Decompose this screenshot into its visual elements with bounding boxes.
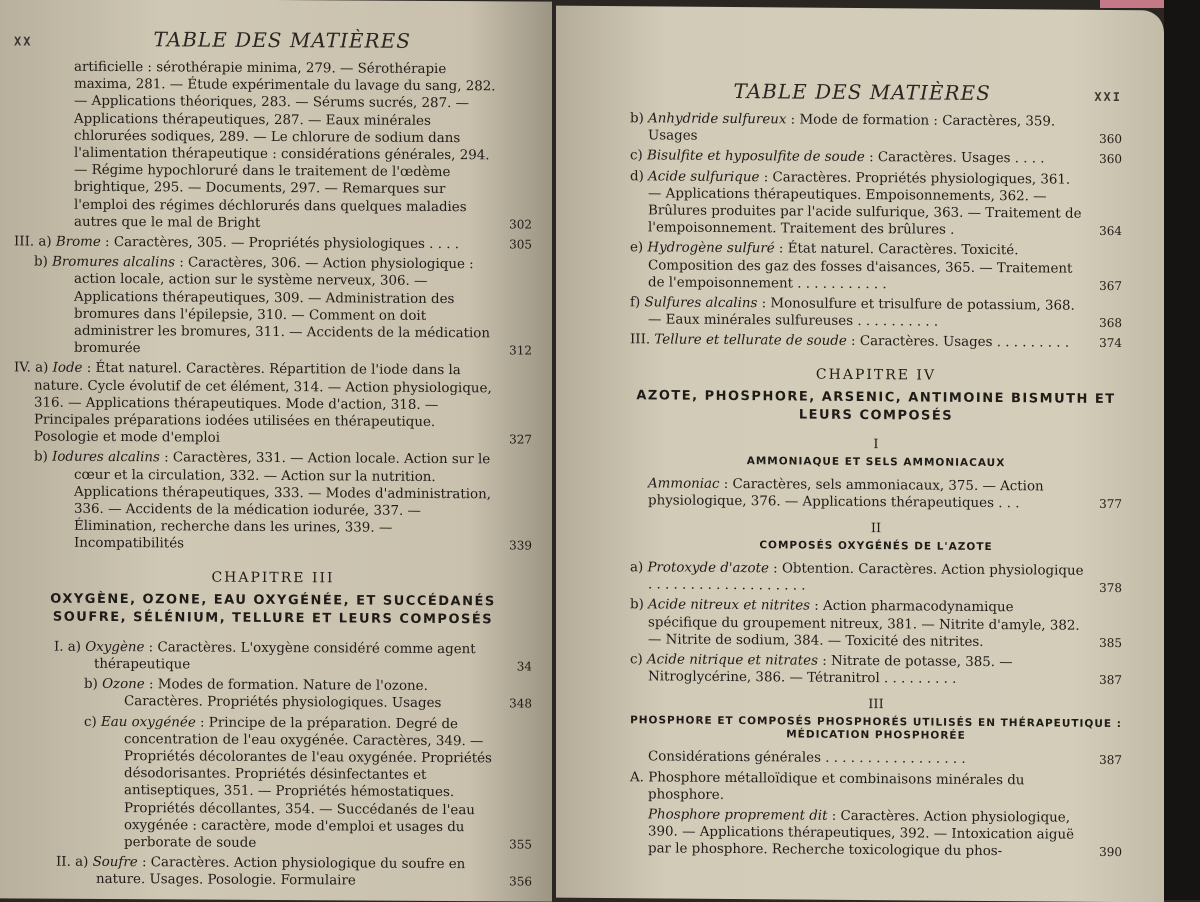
section-3-title: PHOSPHORE ET COMPOSÉS PHOSPHORÉS UTILISÉS EN THÉRAPEUTIQUE : MÉDICATION PHOSPHORÉE [630,715,1122,745]
toc-entry-prefix: b) [630,111,648,126]
toc-entry-text [14,854,496,891]
toc-entry-description: : Action pharmacodynamique spécifique du groupement nitreux, 381. — Nitrite d'amyle, 382. — Nitrite de sodium, 384. — Toxicité des nitrites. [648,599,1080,650]
toc-entry-text [630,475,1086,513]
toc-entry-text [630,294,1086,332]
toc-entry [14,675,532,713]
toc-entry-text [630,806,1086,861]
toc-entry-topic: Tellure et tellurate de soude [654,333,846,350]
toc-entry-description: Considérations générales . . . . . . . . . . . . . . . . . [648,750,966,767]
toc-entry-text [14,360,496,449]
toc-entry-topic: Hydrogène sulfuré [647,241,774,257]
section-3-number: III [630,696,1122,715]
right-page [556,6,1164,902]
toc-entry-description: : Caractères. Action physiologique, 390. — Applications thérapeutiques, 392. — Intoxication aiguë par le phosphore. Recherche toxicologique du phos- [648,809,1074,860]
toc-entry-description: : Caractères. Usages . . . . . . . . . [847,334,1069,351]
toc-entry-topic: Phosphore proprement dit [648,807,827,823]
toc-entry-text [630,110,1086,148]
toc-entry-prefix: II. a) [56,855,93,870]
toc-entry-page-number: 327 [496,432,532,449]
toc-entry-prefix: IV. a) [14,361,53,376]
book-cover-edge [1100,0,1164,8]
toc-entry-prefix: e) [630,241,647,256]
background-edge [1164,0,1200,900]
toc-entry-text [630,148,1086,169]
toc-entry [14,233,532,253]
section-1-entries [630,475,1122,513]
toc-entry-description: : Caractères. Propriétés physiologiques, 361. — Applications thérapeutiques. Empoisonnements, 362. — Brûlures produites par l'acide sulfurique, 363. — Traitement de l'empoisonnement. Traitement des brûlures . [648,170,1082,238]
toc-entry-topic: Iodures alcalins [52,450,160,466]
toc-entry-page-number: 385 [1086,635,1122,652]
toc-entry [630,475,1122,513]
left-page-header [14,26,532,53]
toc-entry-page-number: 302 [496,216,532,233]
toc-entry-text [14,638,496,675]
toc-entry-text [14,713,496,854]
right-page-header-title: TABLE DES MATIÈRES [630,78,1094,106]
toc-entry-prefix: f) [630,295,644,310]
toc-entry [14,360,532,449]
left-entries-list [14,58,532,555]
toc-entry [630,559,1122,597]
right-entries-list [630,110,1122,353]
toc-entry-prefix: a) [630,560,647,575]
toc-entry-page-number: 339 [496,538,532,555]
right-page-header [630,78,1122,106]
toc-entry-prefix: III. [630,333,654,348]
right-chapter-title: CHAPITRE IV [630,365,1122,385]
toc-entry-description: : État naturel. Caractères. Répartition de l'iode dans la nature. Cycle évolutif de cet élément, 314. — Action physiologique, 316. — Applications thérapeutiques. Mode d'action, 318. — Principales préparations iodées utilisées en thérapeutique. Posologie et mode d'emploi [34,361,492,446]
toc-entry-text [630,559,1086,597]
toc-entry-description: : Mode de formation : Caractères, 359. Usages [648,112,1055,144]
left-chapter-subtitle: OXYGÈNE, OZONE, EAU OXYGÉNÉE, ET SUCCÉDANÉS SOUFRE, SÉLÉNIUM, TELLURE ET LEURS COMPOSÉS [14,590,532,629]
toc-entry [14,713,532,854]
left-page [0,0,552,902]
toc-entry-prefix: b) [630,598,648,613]
toc-entry-page-number: 368 [1086,315,1122,332]
toc-entry-topic: Acide sulfurique [648,169,759,185]
toc-entry-topic: Iode [53,361,83,376]
toc-entry-topic: Ammoniac [648,476,720,492]
toc-entry-topic: Protoxyde d'azote [647,560,768,576]
toc-entry-description: : Caractères. Usages . . . . [865,150,1045,166]
toc-entry-prefix: d) [630,169,648,184]
toc-entry-topic: Soufre [93,855,138,870]
toc-entry-topic: Oxygène [85,640,144,655]
toc-entry-topic: Sulfures alcalins [644,295,757,311]
toc-entry-text [14,233,496,253]
left-page-header-title: TABLE DES MATIÈRES [32,27,532,54]
toc-entry-text [630,168,1086,240]
toc-entry-description: : Caractères. Action physiologique du soufre en nature. Usages. Posologie. Formulaire [96,855,465,889]
toc-entry-topic: Acide nitreux et nitrites [648,598,810,614]
toc-entry-text [14,58,496,233]
toc-entry-text [630,769,1086,807]
toc-entry [14,58,532,233]
toc-entry-prefix: c) [630,149,647,164]
toc-entry-description: : Caractères, 331. — Action locale. Action sur le cœur et la circulation, 332. — Action sur la nutrition. Applications thérapeutiques, 333. — Modes d'administration, 336. — Accidents de la médication iodurée, 337. — Élimination, recherche dans les urines, 339. — Incompatibilités [74,451,491,552]
toc-entry-page-number: 34 [496,658,532,675]
toc-entry-description: : Nitrate de potasse, 385. — Nitroglycérine, 386. — Tétranitrol . . . . . . . . . [648,654,1013,687]
toc-entry-page-number: 355 [496,836,532,853]
toc-entry-description: : Caractères, 305. — Propriétés physiologiques . . . . [101,235,459,252]
toc-entry-text [630,651,1086,689]
left-chapter-title: CHAPITRE III [14,568,532,587]
section-2-entries [630,559,1122,689]
toc-entry-topic: Anhydride sulfureux [648,111,786,127]
toc-entry [630,294,1122,332]
toc-entry [630,651,1122,689]
toc-entry-prefix: b) [34,450,52,465]
toc-entry-page-number: 360 [1086,131,1122,148]
toc-entry-text [14,254,496,360]
toc-entry-page-number: 387 [1086,672,1122,689]
toc-entry-topic: Bisulfite et hyposulfite de soude [647,149,865,166]
toc-entry-prefix: b) [84,677,102,692]
toc-entry-text [630,597,1086,652]
toc-entry [14,854,532,892]
toc-entry-description: : Monosulfure et trisulfure de potassium, 368. — Eaux minérales sulfureuses . . . . . . . . . . [648,296,1075,330]
toc-entry [630,240,1122,295]
toc-entry-description: : Principe de la préparation. Degré de concentration de l'eau oxygénée. Caractères, 349. — Propriétés décolorantes de l'eau oxygénée. Propriétés désodorisantes. Propriétés désinfectantes et antiseptiques, 351. — Propriétés hémostatiques. Propriétés décollantes, 354. — Succédanés de l'eau oxygénée : caractère, mode d'emploi et usages du perborate de soude [124,715,492,851]
toc-entry-topic: Ozone [102,677,145,692]
toc-entry [630,110,1122,148]
toc-entry-page-number: 360 [1086,151,1122,168]
toc-entry-page-number: 364 [1086,223,1122,240]
toc-entry-description: Phosphore métalloïdique et combinaisons minérales du phosphore. [648,770,1024,803]
toc-entry [630,749,1122,770]
right-chapter-subtitle: AZOTE, PHOSPHORE, ARSENIC, ANTIMOINE BISMUTH ET LEURS COMPOSÉS [630,387,1122,427]
left-page-number: XX [14,34,32,48]
toc-entry-prefix: b) [34,255,52,270]
toc-entry [630,148,1122,169]
toc-entry-description: : Caractères, sels ammoniacaux, 375. — Action physiologique, 376. — Applications thérapeutiques . . . [648,477,1044,512]
toc-entry-prefix: I. a) [54,639,85,654]
toc-entry [14,638,532,676]
toc-entry-prefix: c) [84,714,101,729]
toc-entry-prefix: A. [630,770,648,785]
left-entries-list-2 [14,638,532,891]
toc-entry [14,449,532,555]
toc-entry-description: : Obtention. Caractères. Action physiologique . . . . . . . . . . . . . . . . . . . [648,561,1084,593]
toc-entry-page-number: 377 [1086,496,1122,513]
toc-entry-text [630,240,1086,295]
toc-entry-page-number: 387 [1086,752,1122,769]
toc-entry [630,769,1122,807]
section-2-title: COMPOSÉS OXYGÉNÉS DE L'AZOTE [630,538,1122,555]
section-3-entries [630,749,1122,862]
toc-entry-description: : Caractères. L'oxygène considéré comme agent thérapeutique [94,640,476,672]
toc-entry-topic: Brome [56,235,101,250]
toc-entry-page-number: 374 [1086,335,1122,352]
toc-entry-page-number: 312 [496,343,532,360]
section-1-number: I [630,435,1122,454]
toc-entry-page-number: 390 [1086,844,1122,861]
toc-entry-text [630,749,1086,770]
section-1-title: AMMONIAQUE ET SELS AMMONIACAUX [630,454,1122,471]
toc-entry [14,254,532,360]
toc-entry-text [14,675,496,712]
toc-entry-topic: Eau oxygénée [101,714,196,730]
toc-entry-page-number: 305 [496,236,532,253]
toc-entry-description: : Caractères, 306. — Action physiologique : action locale, action sur le système nerveux, 306. — Applications thérapeutiques, 309. — Administration des bromures dans l'épilepsie, 310. — Comment on doit administrer les bromures, 311. — Accidents de la médication bromurée [74,256,490,357]
toc-entry-prefix: III. a) [14,234,56,249]
toc-entry-prefix: c) [630,652,647,667]
toc-entry-description: artificielle : sérothérapie minima, 279. — Sérothérapie maxima, 281. — Étude expérimentale du lavage du sang, 282. — Applications théoriques, 283. — Sérums sucrés, 287. — Applications thérapeutiques, 287. — Eaux minérales chlorurées sodiques, 289. — Le chlorure de sodium dans l'alimentation thérapeutique : considérations générales, 294. — Régime hypochloruré dans le traitement de l'œdème brightique, 295. — Documents, 297. — Remarques sur l'emploi des régimes déchlorurés dans quelques maladies autres que le mal de Bright [74,60,496,231]
toc-entry [630,597,1122,652]
toc-entry-page-number: 356 [496,874,532,891]
toc-entry [630,168,1122,241]
toc-entry-text [630,332,1086,353]
toc-entry-page-number: 378 [1086,580,1122,597]
toc-entry-text [14,449,496,555]
section-2-number: II [630,519,1122,538]
toc-entry-description: : État naturel. Caractères. Toxicité. Composition des gaz des fosses d'aisances, 365. — Traitement de l'empoisonnement . . . . . . . . . . . [648,242,1072,292]
toc-entry-page-number: 348 [496,696,532,713]
toc-entry-description: : Modes de formation. Nature de l'ozone. Caractères. Propriétés physiologiques. Usages [124,677,441,711]
toc-entry-topic: Acide nitrique et nitrates [647,652,818,668]
toc-entry-page-number: 367 [1086,278,1122,295]
toc-entry [630,332,1122,353]
toc-entry-topic: Bromures alcalins [52,255,175,271]
toc-entry [630,806,1122,861]
right-page-number: XXI [1094,90,1122,104]
